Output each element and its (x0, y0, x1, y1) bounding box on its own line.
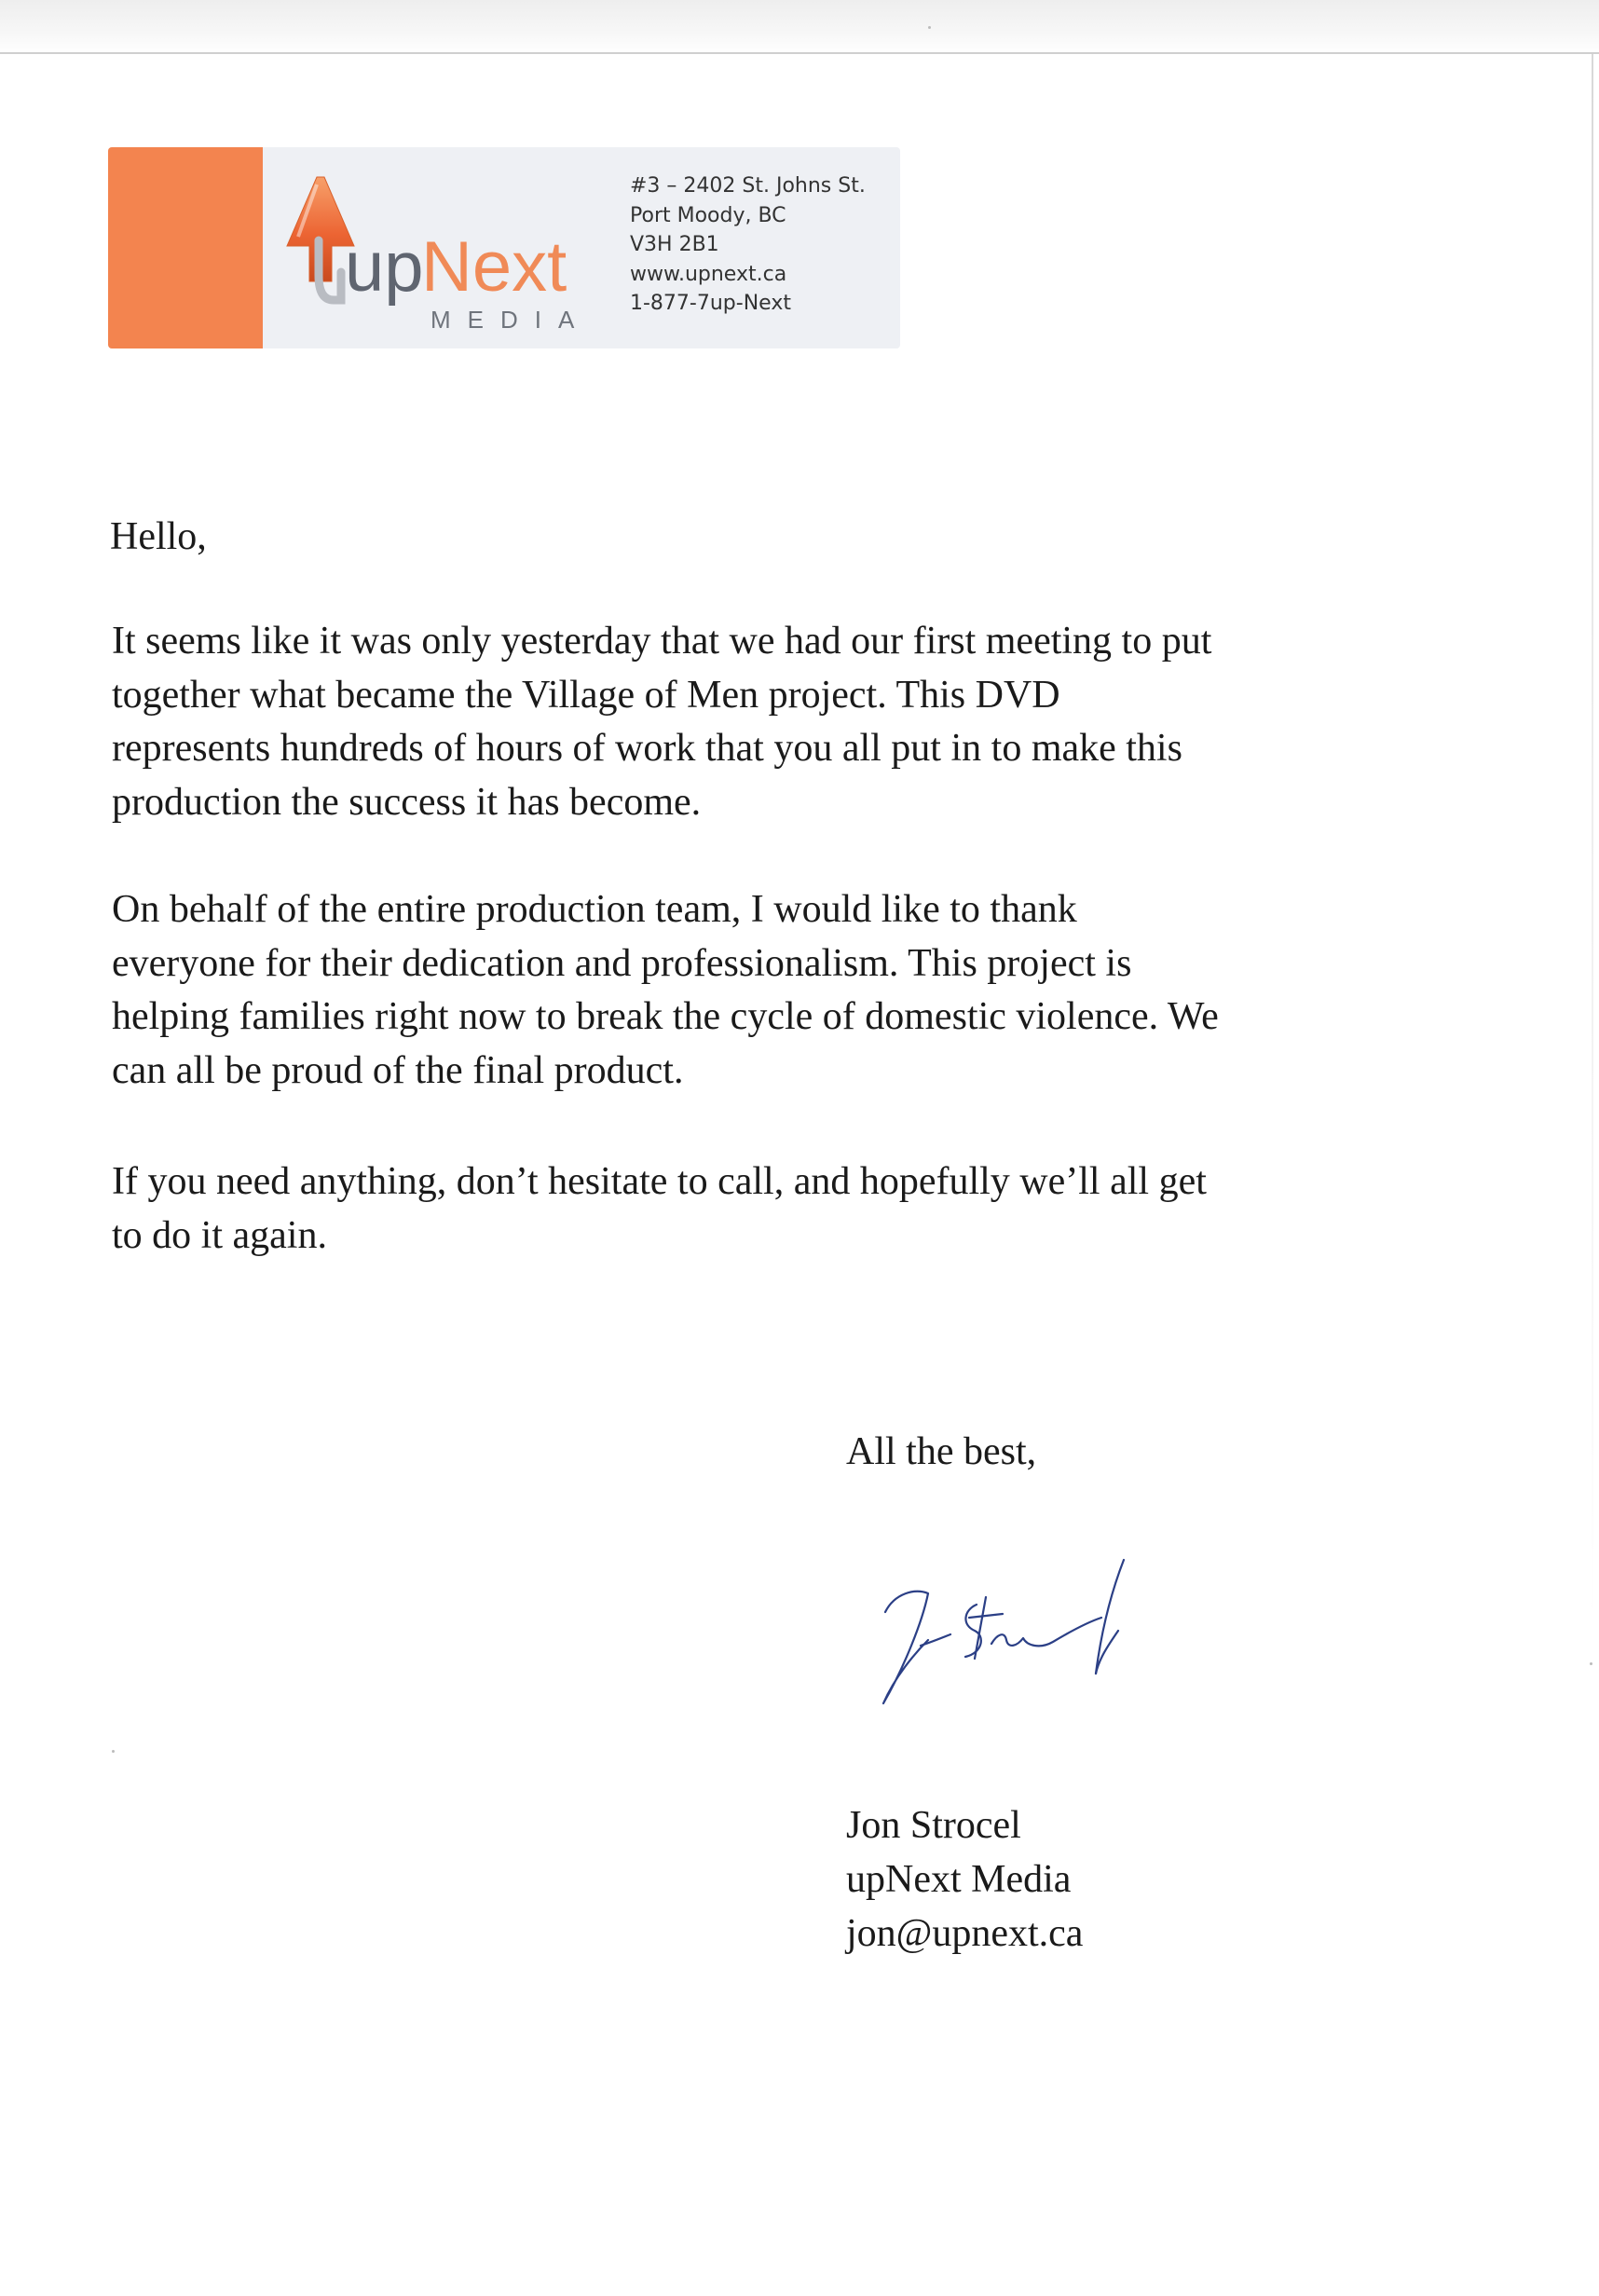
letter-paragraph-2 (112, 883, 1472, 1098)
paragraph-line: everyone for their dedication and professionalism. This project is (112, 941, 1132, 985)
paragraph-line: production the success it has become. (112, 780, 702, 824)
brand-up-text: up (345, 227, 424, 307)
paragraph-line: represents hundreds of hours of work that you all put in to make this (112, 727, 1182, 770)
paragraph-line: can all be proud of the final product. (112, 1048, 684, 1092)
letterhead-banner (108, 147, 900, 348)
phone-line: 1-877-7up-Next (630, 292, 791, 315)
letterhead-orange-block (108, 147, 263, 348)
letter-closing: All the best, (846, 1430, 1037, 1473)
signer-block (846, 1798, 1083, 1961)
website-line: www.upnext.ca (630, 262, 787, 286)
paragraph-line: If you need anything, don’t hesitate to call, and hopefully we’ll all get (112, 1160, 1207, 1203)
letter-paragraph-3 (112, 1155, 1472, 1263)
paragraph-line: It seems like it was only yesterday that we had our first meeting to put (112, 620, 1212, 663)
scan-edge-top (0, 0, 1599, 54)
paragraph-line: together what became the Village of Men project. This DVD (112, 673, 1060, 717)
scan-speck (928, 26, 931, 29)
paragraph-line: to do it again. (112, 1213, 327, 1257)
paragraph-line: On behalf of the entire production team, I would like to thank (112, 888, 1077, 931)
scan-speck (112, 1750, 115, 1753)
address-line: #3 – 2402 St. Johns St. (630, 174, 866, 198)
letterhead-address (630, 171, 891, 319)
handwritten-signature (867, 1556, 1165, 1715)
signer-name: Jon Strocel (846, 1804, 1021, 1847)
scan-speck (1590, 1662, 1592, 1665)
scan-fold-line (0, 52, 1599, 54)
signer-email: jon@upnext.ca (846, 1912, 1084, 1955)
paragraph-line: helping families right now to break the cycle of domestic violence. We (112, 995, 1219, 1038)
brand-next-text: Next (421, 227, 567, 307)
scan-edge-right (1592, 54, 1593, 2296)
brand-media-text: MEDIA (430, 306, 592, 334)
address-line: V3H 2B1 (630, 233, 719, 256)
signer-company: upNext Media (846, 1858, 1072, 1901)
letter-paragraph-1 (112, 615, 1472, 829)
letter-greeting: Hello, (110, 515, 207, 558)
address-line: Port Moody, BC (630, 203, 786, 227)
